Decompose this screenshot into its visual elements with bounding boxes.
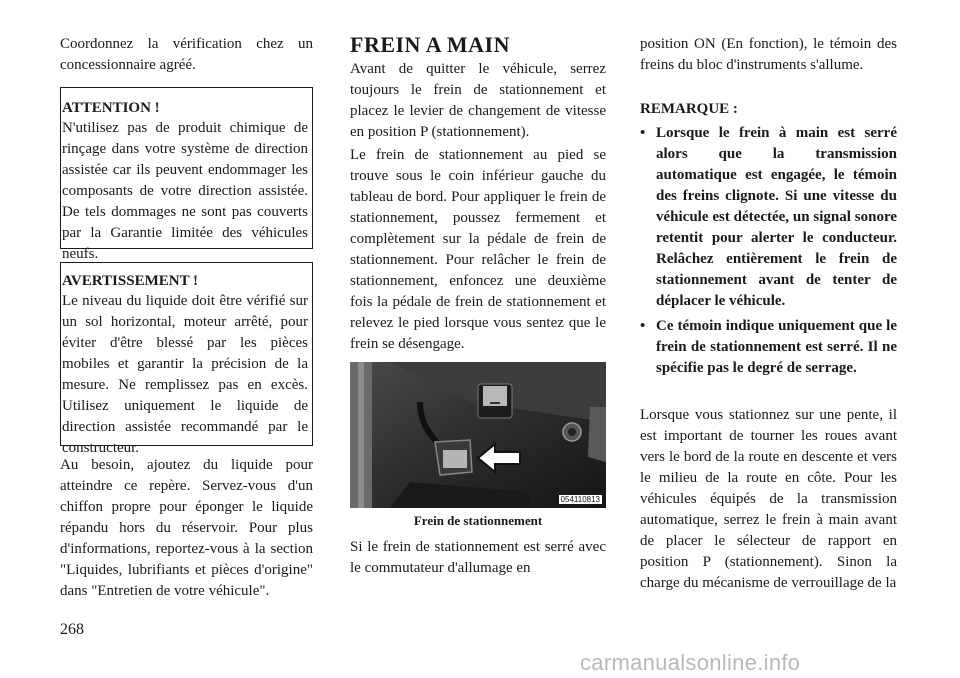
intro-paragraph: Coordonnez la vérification chez un concessionnaire agréé. (60, 36, 313, 73)
section-heading: FREIN A MAIN (350, 32, 511, 57)
attention-title: ATTENTION ! (62, 100, 160, 116)
remark-bullet-1: • Lorsque le frein à main est serré alors que la transmission automatique est engagée, le témoin des freins clignote. Si une vitesse du véhicule est détectée, un signal sonore retentit pour alerter le conducteur. Relâchez entièrement le frein de stationnement avant de tenter de déplacer le véhicule. (640, 123, 897, 312)
remark-list (640, 123, 897, 379)
figure-code: 054110813 (560, 495, 600, 504)
attention-text: N'utilisez pas de produit chimique de rinçage dans votre système de direction assistée car ils peuvent endommager les composants de votre direction assistée. De tels dommages ne sont pas couverts par la Garantie limitée des véhicules neufs. (62, 120, 308, 262)
figure-caption: Frein de stationnement (413, 513, 543, 528)
outro-paragraph: Au besoin, ajoutez du liquide pour atteindre ce repère. Servez-vous d'un chiffon propre pour éponger le liquide répandu hors du réservoir. Pour plus d'informations, reportez-vous à la section "Liquides, lubrifiants et pièces d'origine" dans "Entretien de votre véhicule". (60, 457, 313, 599)
continued-paragraph: position ON (En fonction), le témoin des freins du bloc d'instruments s'allume. (640, 36, 897, 73)
attention-box (60, 87, 313, 262)
remark-bullet-2: • Ce témoin indique uniquement que le frein de stationnement est serré. Il ne spécifie pas le degré de serrage. (640, 316, 897, 379)
slope-paragraph: Lorsque vous stationnez sur une pente, il est important de tourner les roues avant vers le bord de la route en descente et vers le milieu de la route en côte. Pour les véhicules équipés de la transmission automatique, serrez le frein à main avant de placer le sélecteur de rapport en position P (stationnement). Sinon la charge du mécanisme de verrouillage de la (640, 407, 897, 591)
parking-brake-photo (350, 362, 606, 508)
remark-title: REMARQUE : (640, 101, 738, 117)
page-number: 268 (60, 621, 84, 638)
brake-paragraph-3: Si le frein de stationnement est serré avec le commutateur d'allumage en (350, 539, 606, 576)
warning-title: AVERTISSEMENT ! (62, 273, 199, 289)
warning-box (60, 262, 313, 456)
watermark: carmanualsonline.info (580, 650, 801, 675)
warning-text: Le niveau du liquide doit être vérifié sur un sol horizontal, moteur arrêté, pour éviter d'être blessé par les pièces mobiles et garantir la précision de la mesure. Ne remplissez pas en excès. Utilisez uniquement le liquide de direction assistée recommandé par le constructeur. (62, 293, 308, 456)
parking-brake-illustration (350, 362, 606, 508)
brake-paragraph-1: Avant de quitter le véhicule, serrez toujours le frein de stationnement et placez le levier de changement de vitesse en position P (stationnement). (350, 61, 606, 140)
brake-paragraph-2: Le frein de stationnement au pied se trouve sous le coin inférieur gauche du tableau de bord. Pour appliquer le frein de stationnement, poussez fermement et complètement sur la pédale de frein de stationnement. Pour relâcher le frein de stationnement, enfoncez une deuxième fois la pédale de frein de stationnement et relevez le pied lorsque vous sentez que le frein se désengage. (350, 147, 606, 352)
